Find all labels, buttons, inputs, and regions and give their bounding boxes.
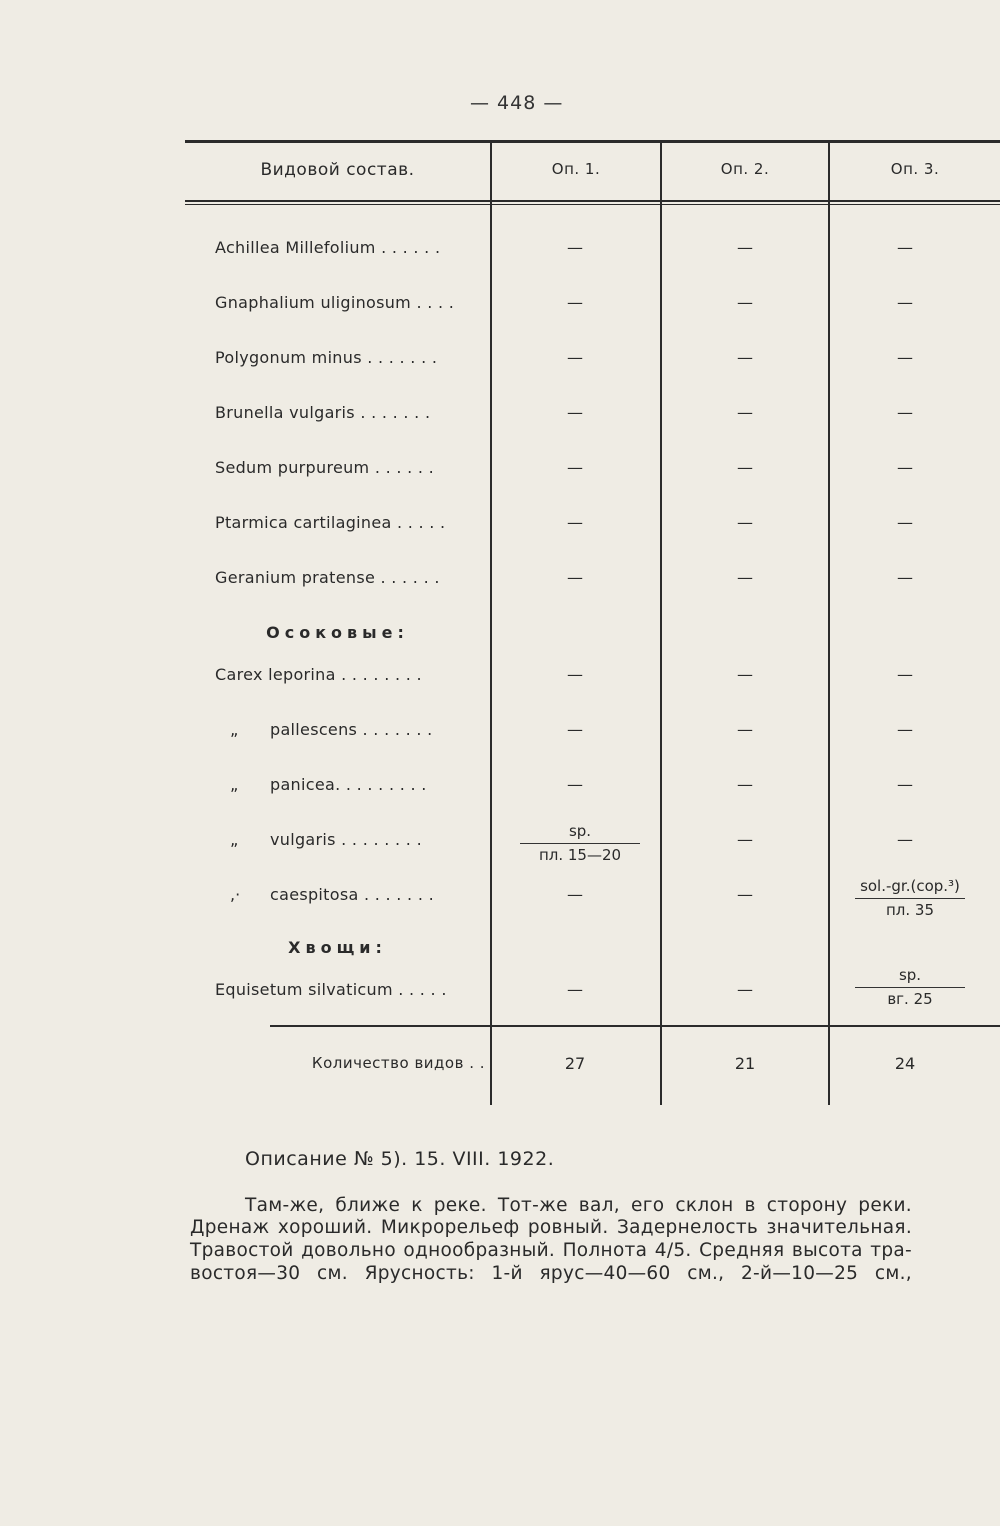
table-row xyxy=(185,513,1000,543)
op2-value: — xyxy=(737,568,753,587)
fraction-numerator: sp. xyxy=(855,966,965,988)
col-rule-2 xyxy=(660,143,662,1105)
table-row xyxy=(185,775,1000,805)
op3-value: — xyxy=(897,293,913,312)
fraction-denominator: пл. 35 xyxy=(885,901,935,919)
table-row xyxy=(185,720,1000,750)
description-title: Описание № 5). 15. VIII. 1922. xyxy=(245,1148,555,1170)
op1-value: — xyxy=(567,885,583,904)
col-rule-1 xyxy=(490,143,492,1105)
group-heading-horsetails: Хвощи: xyxy=(288,938,387,957)
op3-value: — xyxy=(897,568,913,587)
op1-value: — xyxy=(567,238,583,257)
species-table xyxy=(185,140,1000,1110)
table-row xyxy=(185,665,1000,695)
description-line: Травостой довольно однообразный. Полнота 4/5. Средняя высота тра- xyxy=(190,1240,912,1261)
op1-value: — xyxy=(567,775,583,794)
op1-value: — xyxy=(567,568,583,587)
op1-value: — xyxy=(567,980,583,999)
op3-value: — xyxy=(897,665,913,684)
op1-value: — xyxy=(567,348,583,367)
totals-rule xyxy=(270,1025,1000,1027)
species-name: Sedum purpureum . . . . . . xyxy=(215,458,435,477)
species-name: Geranium pratense . . . . . . xyxy=(215,568,440,587)
op2-value: — xyxy=(737,293,753,312)
totals-label: Количество видов . . xyxy=(311,1054,485,1072)
op3-value: — xyxy=(897,348,913,367)
header-rule-1 xyxy=(185,200,1000,202)
table-row xyxy=(185,822,1000,870)
species-name: panicea. . . . . . . . . xyxy=(270,775,427,794)
op3-value: — xyxy=(897,775,913,794)
fraction-numerator: sp. xyxy=(520,822,640,844)
op1-fraction xyxy=(520,822,640,864)
species-name: vulgaris . . . . . . . . xyxy=(270,830,422,849)
group-heading-sedges: Осоковые: xyxy=(266,623,409,642)
op2-value: — xyxy=(737,830,753,849)
table-row xyxy=(185,293,1000,323)
op2-value: — xyxy=(737,665,753,684)
col-rule-3 xyxy=(828,143,830,1105)
ditto-mark: „ xyxy=(230,775,239,794)
op3-fraction xyxy=(855,966,965,1008)
op2-total: 21 xyxy=(734,1054,756,1073)
species-name: Equisetum silvaticum . . . . . xyxy=(215,980,447,999)
ditto-mark: ,· xyxy=(230,885,241,904)
op1-value: — xyxy=(567,293,583,312)
op3-value: — xyxy=(897,458,913,477)
species-name: Brunella vulgaris . . . . . . . xyxy=(215,403,431,422)
header-op2: Оп. 2. xyxy=(720,160,770,178)
ditto-mark: „ xyxy=(230,830,239,849)
op1-value: — xyxy=(567,513,583,532)
op3-value: — xyxy=(897,830,913,849)
op2-value: — xyxy=(737,458,753,477)
header-op3: Оп. 3. xyxy=(890,160,940,178)
table-row xyxy=(185,877,1000,925)
table-row xyxy=(185,966,1000,1020)
table-row xyxy=(185,238,1000,268)
op2-value: — xyxy=(737,238,753,257)
op2-value: — xyxy=(737,775,753,794)
op1-total: 27 xyxy=(564,1054,586,1073)
op3-value: — xyxy=(897,513,913,532)
page-number: — 448 — xyxy=(470,92,564,114)
op3-value: — xyxy=(897,403,913,422)
op3-fraction xyxy=(855,877,965,919)
op3-value: — xyxy=(897,238,913,257)
fraction-denominator: пл. 15—20 xyxy=(538,846,622,864)
species-name: Achillea Millefolium . . . . . . xyxy=(215,238,441,257)
table-row xyxy=(185,458,1000,488)
species-name: Polygonum minus . . . . . . . xyxy=(215,348,438,367)
op2-value: — xyxy=(737,513,753,532)
op3-value: — xyxy=(897,720,913,739)
species-name: pallescens . . . . . . . xyxy=(270,720,433,739)
table-row xyxy=(185,348,1000,378)
description-line: востоя—30 см. Ярусность: 1-й ярус—40—60 см., 2-й—10—25 см., xyxy=(190,1263,912,1284)
op1-value: — xyxy=(567,720,583,739)
table-top-rule xyxy=(185,140,1000,143)
op2-value: — xyxy=(737,885,753,904)
description-line: Дренаж хороший. Микрорельеф ровный. Задернелость значительная. xyxy=(190,1217,912,1238)
op1-value: — xyxy=(567,403,583,422)
table-row xyxy=(185,403,1000,433)
fraction-numerator: sol.-gr.(cop.³) xyxy=(855,877,965,899)
op2-value: — xyxy=(737,980,753,999)
op2-value: — xyxy=(737,720,753,739)
species-name: caespitosa . . . . . . . xyxy=(270,885,434,904)
species-name: Ptarmica cartilaginea . . . . . xyxy=(215,513,446,532)
header-rule-2 xyxy=(185,204,1000,205)
op2-value: — xyxy=(737,348,753,367)
totals-row xyxy=(185,1054,1000,1084)
species-name: Carex leporina . . . . . . . . xyxy=(215,665,422,684)
op3-total: 24 xyxy=(894,1054,916,1073)
ditto-mark: „ xyxy=(230,720,239,739)
table-row xyxy=(185,568,1000,598)
species-name: Gnaphalium uliginosum . . . . xyxy=(215,293,455,312)
header-op1: Оп. 1. xyxy=(551,160,601,178)
description-line: Там-же, ближе к реке. Тот-же вал, его склон в сторону реки. xyxy=(245,1195,912,1216)
op2-value: — xyxy=(737,403,753,422)
op1-value: — xyxy=(567,458,583,477)
fraction-denominator: вг. 25 xyxy=(887,990,933,1008)
header-species: Видовой состав. xyxy=(260,160,415,180)
op1-value: — xyxy=(567,665,583,684)
